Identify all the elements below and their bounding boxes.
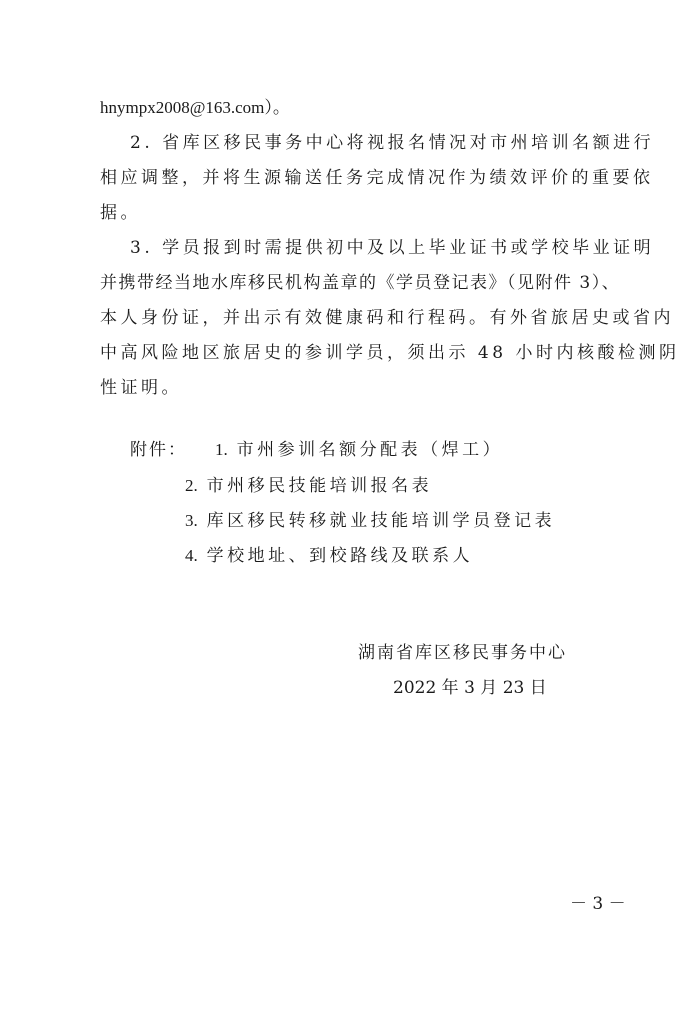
attachment-number: 3. — [185, 511, 198, 530]
attachment-item — [215, 438, 503, 462]
body-line-item-2: 2. 省库区移民事务中心将视报名情况对市州培训名额进行 — [130, 133, 655, 153]
attachment-title: 市州移民技能培训报名表 — [206, 476, 433, 496]
attachment-number: 4. — [185, 546, 198, 565]
body-line: 据。 — [100, 203, 141, 223]
body-line: 并携带经当地水库移民机构盖章的《学员登记表》（见附件 3）、 — [100, 273, 621, 293]
signature-date: 2022 年 3 月 23 日 — [393, 678, 547, 698]
page-number: － 3 － — [570, 894, 626, 914]
signature-organization: 湖南省库区移民事务中心 — [358, 643, 567, 663]
attachment-title: 学校地址、到校路线及联系人 — [206, 546, 474, 566]
attachment-number: 1. — [215, 440, 228, 459]
attachment-item — [185, 474, 432, 498]
attachment-number: 2. — [185, 476, 198, 495]
body-line-item-3: 3. 学员报到时需提供初中及以上毕业证书或学校毕业证明 — [130, 238, 655, 258]
body-line: 性证明。 — [100, 378, 182, 398]
attachment-title: 市州参训名额分配表（焊工） — [236, 440, 504, 460]
attachment-title: 库区移民转移就业技能培训学员登记表 — [206, 511, 556, 531]
body-line: 相应调整，并将生源输送任务完成情况作为绩效评价的重要依 — [100, 168, 654, 188]
body-line-email: hnympx2008@163.com）。 — [100, 98, 290, 117]
attachment-item — [185, 544, 473, 568]
body-line: 中高风险地区旅居史的参训学员，须出示 48 小时内核酸检测阴 — [100, 343, 680, 363]
attachments-label: 附件： — [130, 440, 187, 460]
body-line: 本人身份证，并出示有效健康码和行程码。有外省旅居史或省内 — [100, 308, 674, 328]
attachment-item — [185, 509, 555, 533]
